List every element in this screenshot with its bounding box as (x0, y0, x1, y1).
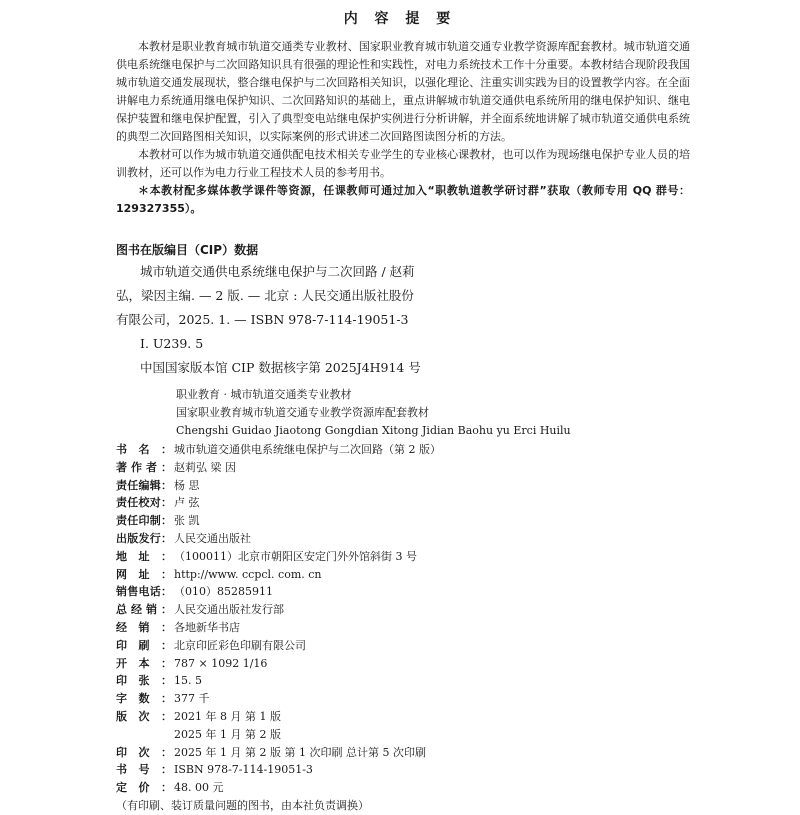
info-row (116, 637, 716, 655)
info-row (116, 779, 716, 797)
info-value: 张 凯 (174, 514, 200, 528)
publication-info (116, 441, 716, 815)
pinyin-title: Chengshi Guidao Jiaotong Gongdian Xitong Jidian Baohu yu Erci Huilu (176, 424, 571, 437)
info-row (116, 601, 716, 619)
info-value: 杨 思 (174, 478, 200, 492)
cip-record-number: 中国国家版本馆 CIP 数据核字第 2025J4H914 号 (140, 360, 421, 375)
info-label: 书 号 ： (116, 763, 172, 777)
info-value: 2025 年 1 月 第 2 版 第 1 次印刷 总计第 5 次印刷 (174, 745, 426, 759)
series-name: 职业教育 · 城市轨道交通类专业教材 (176, 388, 352, 401)
info-value: 人民交通出版社发行部 (174, 603, 284, 617)
info-value: 城市轨道交通供电系统继电保护与二次回路（第 2 版） (174, 443, 441, 456)
info-row (116, 690, 716, 708)
info-label: 定 价 ： (116, 781, 172, 795)
info-row (116, 548, 716, 566)
info-row (116, 619, 716, 637)
series-resource-library: 国家职业教育城市轨道交通专业教学资源库配套教材 (176, 406, 429, 419)
info-label: 书 名 ： (116, 443, 172, 456)
info-value: 各地新华书店 (174, 620, 240, 634)
info-row (116, 761, 716, 779)
info-value: ISBN 978-7-114-19051-3 (174, 763, 313, 777)
info-label: 责 任 印 制 ： (116, 514, 172, 528)
info-row (116, 583, 716, 601)
info-value: 2021 年 8 月 第 1 版 (174, 709, 281, 723)
series-info (176, 386, 571, 440)
info-label (116, 726, 172, 744)
info-label: 印 张 ： (116, 674, 172, 688)
quality-footnote: （有印刷、装订质量问题的图书，由本社负责调换） (116, 798, 369, 812)
info-row (116, 494, 716, 512)
info-label: 地 址 ： (116, 549, 172, 563)
info-label: 责 任 编 辑 ： (116, 478, 172, 492)
summary-section (116, 38, 690, 218)
info-value: 赵莉弘 梁 因 (174, 460, 236, 474)
cip-line: 城市轨道交通供电系统继电保护与二次回路 / 赵莉 (140, 264, 415, 279)
page-title: 内 容 提 要 (343, 11, 457, 27)
info-row (116, 708, 716, 726)
info-value: （100011）北京市朝阳区安定门外外馆斜街 3 号 (174, 549, 417, 563)
info-row (116, 459, 716, 477)
info-label: 总 经 销 ： (116, 603, 172, 617)
info-label: 版 次 ： (116, 709, 172, 723)
info-label: 印 刷 ： (116, 638, 172, 652)
info-label: 出 版 发 行 ： (116, 531, 172, 545)
info-label: 经 销 ： (116, 620, 172, 634)
cip-heading: 图书在版编目（CIP）数据 (116, 243, 259, 257)
info-row (116, 655, 716, 673)
info-row (116, 672, 716, 690)
cip-classification: Ⅰ. U239. 5 (140, 336, 204, 351)
info-row (116, 726, 716, 744)
info-label: 著 作 者 ： (116, 460, 172, 474)
info-label: 网 址 ： (116, 567, 172, 581)
info-row (116, 441, 716, 459)
info-value: http://www. ccpcl. com. cn (174, 567, 322, 581)
info-row (116, 744, 716, 762)
info-value: 377 千 (174, 692, 210, 706)
resource-note: ＊本教材配多媒体教学课件等资源，任课教师可通过加入“职教轨道教学研讨群”获取（教师专用 QQ 群号：129327355）。 (116, 184, 690, 215)
info-label: 销 售 电 话 ： (116, 585, 172, 599)
info-value: 北京印匠彩色印刷有限公司 (174, 638, 306, 652)
info-row (116, 512, 716, 530)
cip-line: 弘，梁因主编. — 2 版. — 北京 : 人民交通出版社股份 (116, 288, 414, 303)
info-row (116, 530, 716, 548)
cip-data-section (116, 240, 696, 380)
info-value: 卢 弦 (174, 496, 200, 510)
info-value: （010）85285911 (174, 585, 273, 599)
info-value: 48. 00 元 (174, 781, 224, 795)
info-label: 开 本 ： (116, 656, 172, 670)
info-value: 15. 5 (174, 674, 202, 688)
info-row (116, 566, 716, 584)
info-label: 字 数 ： (116, 692, 172, 706)
info-value: 787 × 1092 1/16 (174, 656, 268, 670)
info-label: 责 任 校 对 ： (116, 496, 172, 510)
info-value: 人民交通出版社 (174, 531, 251, 545)
summary-paragraph-1: 本教材是职业教育城市轨道交通类专业教材、国家职业教育城市轨道交通专业教学资源库配套教材。城市轨道交通供电系统继电保护与二次回路知识具有很强的理论性和实践性，对电力系统技术工作十分重要。本教材结合现阶段我国城市轨道交通发展现状，整合继电保护与二次回路相关知识，以强化理论、注重实训实践为目的设置教学内容。在全面讲解电力系统通用继电保护知识、二次回路知识的基础上，重点讲解城市轨道交通供电系统所用的继电保护知识、继电保护装置和继电保护配置，引入了典型变电站继电保护实例进行分析讲解，并全面系统地讲解了城市轨道交通供电系统的典型二次回路图相关知识，以实际案例的形式讲述二次回路图读图分析的方法。 (116, 40, 690, 143)
info-label: 印 次 ： (116, 745, 172, 759)
info-value: 2025 年 1 月 第 2 版 (174, 727, 281, 741)
summary-paragraph-2: 本教材可以作为城市轨道交通供配电技术相关专业学生的专业核心课教材，也可以作为现场继电保护专业人员的培训教材，还可以作为电力行业工程技术人员的参考用书。 (116, 148, 690, 179)
cip-line: 有限公司，2025. 1. — ISBN 978-7-114-19051-3 (116, 312, 409, 327)
info-row (116, 477, 716, 495)
